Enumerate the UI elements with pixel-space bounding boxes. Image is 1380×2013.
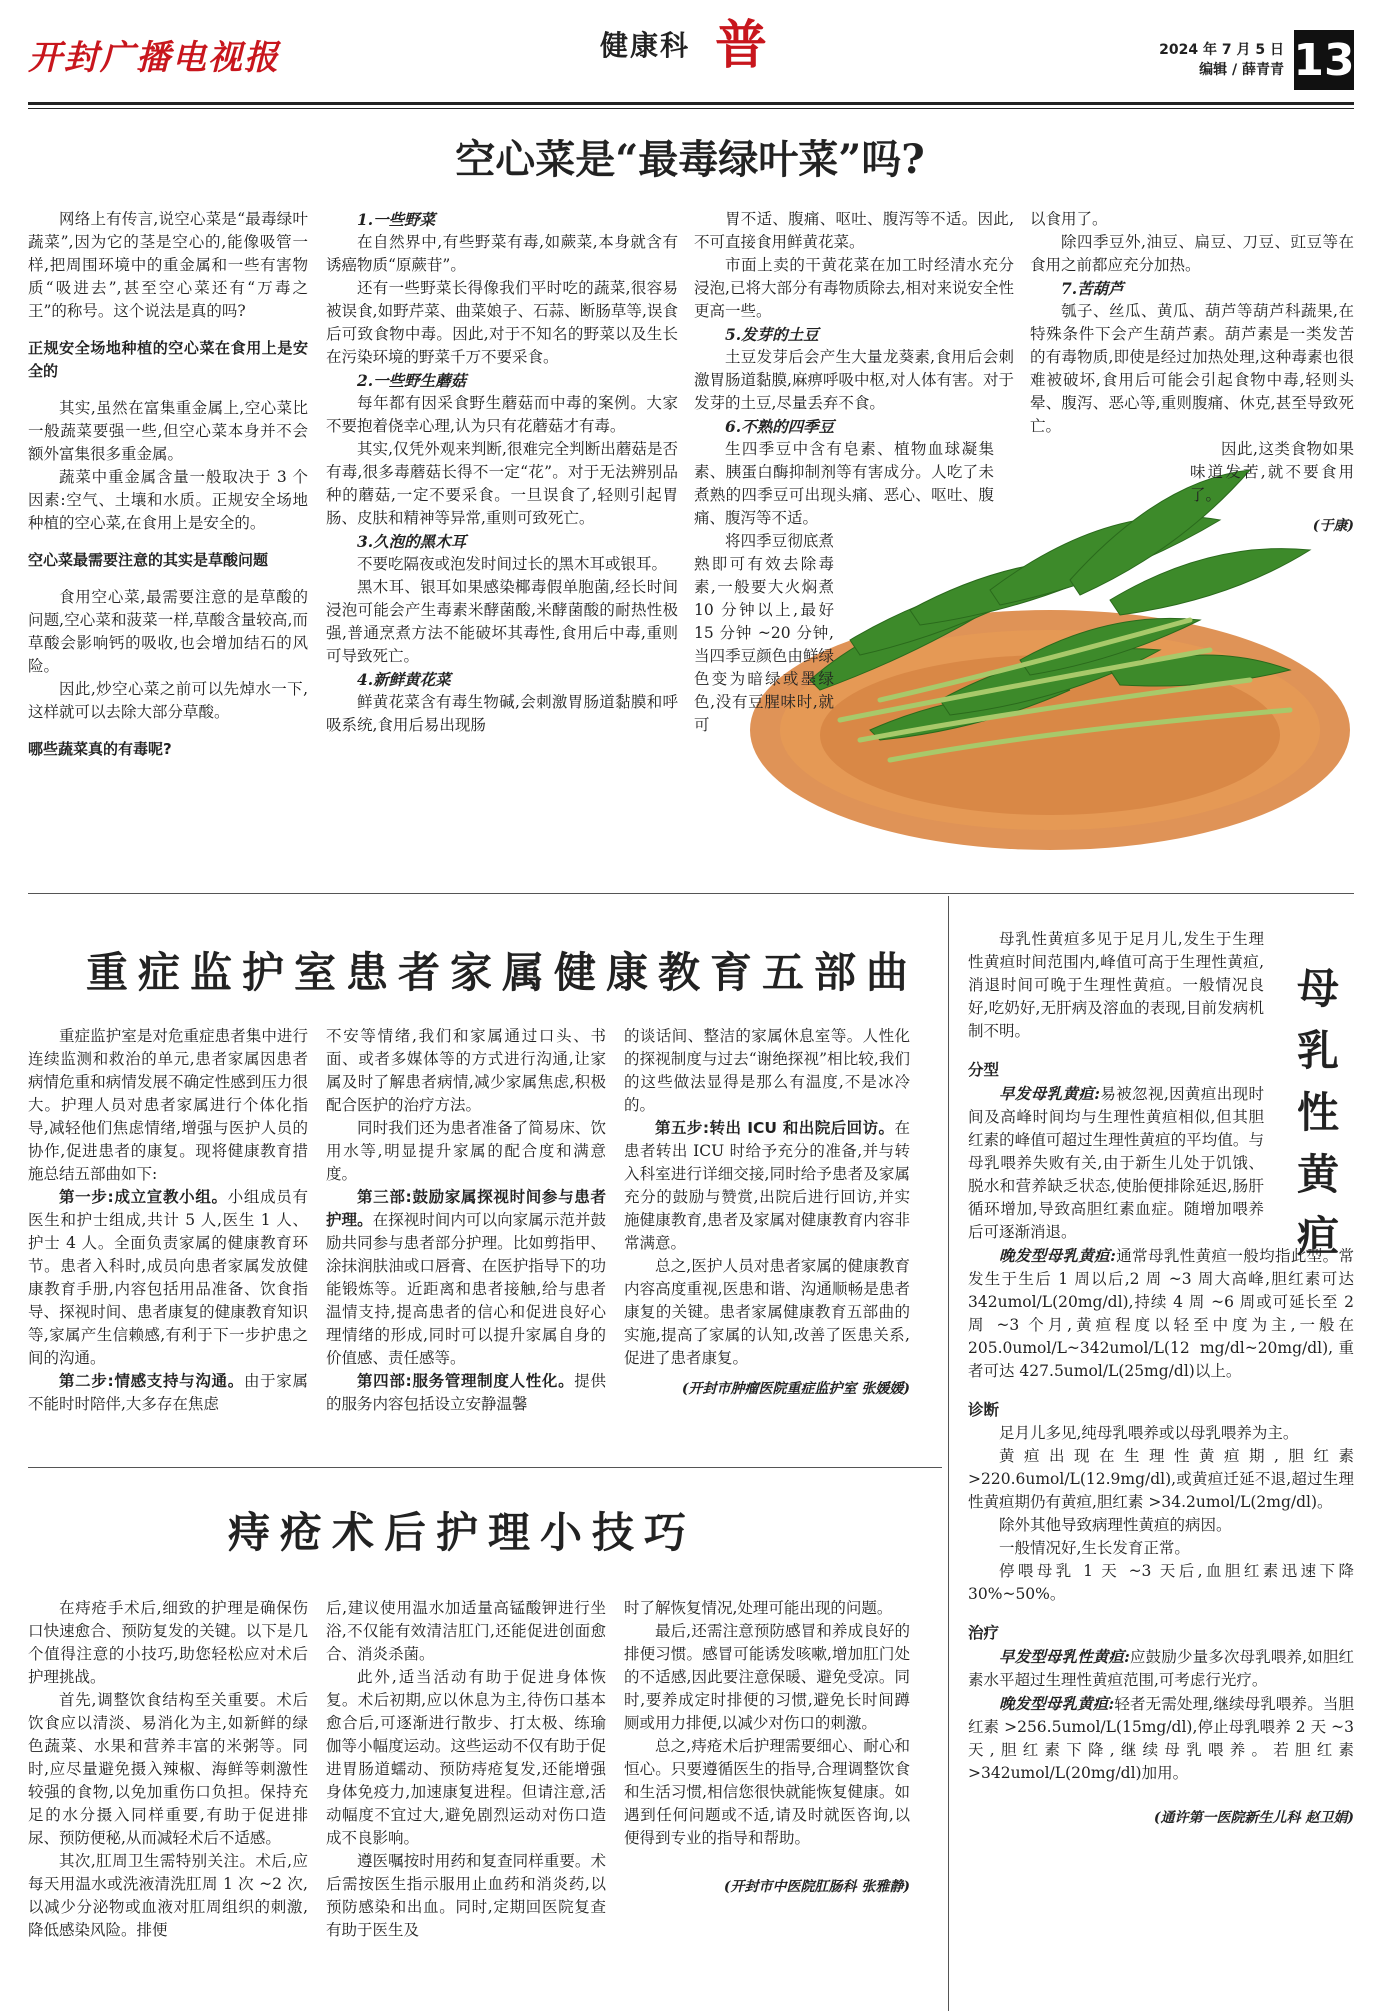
paragraph: 胃不适、腹痛、呕吐、腹泻等不适。因此,不可直接食用鲜黄花菜。 [694,210,1014,251]
paragraph: 同时我们还为患者准备了简易床、饮用水等,明显提升家属的配合度和满意度。 [326,1119,606,1183]
paragraph: 停喂母乳 1 天 ~3 天后,血胆红素迅速下降 30%~50%。 [968,1562,1354,1603]
article-3-column-1 [28,1597,308,1942]
paragraph: 首先,调整饮食结构至关重要。术后饮食应以清淡、易消化为主,如新鲜的绿色蔬菜、水果和营养丰富的米粥等。同时,应尽量避免摄入辣椒、海鲜等刺激性较强的食物,以免加重伤口负担。保持充足的水分摄入同样重要,有助于促进排尿、预防便秘,从而减轻术后不适感。 [28,1691,308,1847]
section-name: 健康科 [600,29,691,62]
paragraph: 土豆发芽后会产生大量龙葵素,食用后会刺激胃肠道黏膜,麻痹呼吸中枢,对人体有害。对于发芽的土豆,尽量丢弃不食。 [694,348,1014,412]
paragraph: 食用空心菜,最需要注意的是草酸的问题,空心菜和菠菜一样,草酸含量较高,而草酸会影响钙的吸收,也会增加结石的风险。 [28,588,308,675]
list-heading: 5.发芽的土豆 [725,325,819,344]
paragraph: 不安等情绪,我们和家属通过口头、书面、或者多媒体等的方式进行沟通,让家属及时了解患者病情,减少家属焦虑,积极配合医护的治疗方法。 [326,1027,606,1114]
article-4-title: 母乳性黄疸 [1296,964,1339,1261]
list-heading: 6.不熟的四季豆 [725,417,835,436]
article-1-column-4 [1030,208,1354,538]
paragraph: 每年都有因采食野生蘑菇而中毒的案例。大家不要抱着侥幸心理,认为只有花蘑菇才有毒。 [326,394,678,435]
issue-info [1159,40,1284,81]
page-number: 13 [1294,30,1354,90]
paragraph: 黑木耳、银耳如果感染椰毒假单胞菌,经长时间浸泡可能会产生毒素米酵菌酸,米酵菌酸的耐热性极强,普通烹煮方法不能破坏其毒性,食用后中毒,重则可导致死亡。 [326,578,678,665]
type-label: 早发母乳黄疸: [999,1084,1100,1103]
list-heading: 4.新鲜黄花菜 [357,670,451,689]
header-rule-thin [28,108,1354,109]
section-name-emphasis: 普 [715,15,768,76]
subheading: 诊断 [968,1401,1000,1419]
paragraph [968,1244,1354,1383]
paragraph: 因此,这类食物如果味道发苦,就不要食用了。 [1190,440,1354,504]
section-divider [28,1467,942,1468]
type-label: 晚发型母乳黄疸: [999,1246,1116,1265]
paragraph [968,1645,1354,1692]
paragraph: 一般情况好,生长发育正常。 [999,1539,1190,1557]
list-heading: 1.一些野菜 [357,210,436,229]
subheading: 空心菜最需要注意的其实是草酸问题 [28,551,269,569]
paragraph: 其次,肛周卫生需特别关注。术后,应每天用温水或洗液清洗肛周 1 次 ~2 次,以减少分泌物或血液对肛周组织的刺激,降低感染风险。排便 [28,1852,308,1939]
paragraph [968,1082,1264,1244]
type-text: 易被忽视,因黄疸出现时间及高峰时间均与生理性黄疸相似,但其胆红素的峰值可超过生理性黄疸的平均值。与母乳喂养失败有关,由于新生儿处于饥饿、脱水和营养缺乏状态,使胎便排除延迟,肠肝循环增加,导致高胆红素血症。随增加喂养后可逐渐消退。 [968,1085,1264,1241]
article-2-title: 重症监护室患者家属健康教育五部曲 [86,948,919,997]
paragraph: 网络上有传言,说空心菜是“最毒绿叶蔬菜”,因为它的茎是空心的,能像吸管一样,把周围环境中的重金属和一些有害物质“吸进去”,甚至空心菜还有“万毒之王”的称号。这个说法是真的吗? [28,210,308,320]
paragraph: 还有一些野菜长得像我们平时吃的蔬菜,很容易被误食,如野芹菜、曲菜娘子、石蒜、断肠草等,误食后可致食物中毒。因此,对于不知名的野菜以及生长在污染环境的野菜千万不要采食。 [326,279,678,366]
article-4-column [968,928,1354,1830]
paragraph: 生四季豆中含有皂素、植物血球凝集素、胰蛋白酶抑制剂等有害成分。人吃了未煮熟的四季豆可出现头痛、恶心、呕吐、腹痛、腹泻等不适。 [694,440,994,527]
paragraph: 最后,还需注意预防感冒和养成良好的排便习惯。感冒可能诱发咳嗽,增加肛门处的不适感,因此要注意保暖、避免受凉。同时,要养成定时排便的习惯,避免长时间蹲厕或用力排便,以减少对伤口的刺激。 [624,1622,910,1732]
paragraph [624,1117,910,1255]
article-1-column-2 [326,208,678,737]
article-3-title: 痔疮术后护理小技巧 [228,1508,697,1557]
paragraph: 此外,适当活动有助于促进身体恢复。术后初期,应以休息为主,待伤口基本愈合后,可逐渐进行散步、打太极、练瑜伽等小幅度运动。这些运动不仅有助于促进胃肠道蠕动、预防痔疮复发,还能增强身体免疫力,加速康复进程。但请注意,活动幅度不宜过大,避免剧烈运动对伤口造成不良影响。 [326,1668,606,1847]
paragraph: 其实,仅凭外观来判断,很难完全判断出蘑菇是否有毒,很多毒蘑菇长得不一定“花”。对于无法辨别品种的蘑菇,一定不要采食。一旦误食了,轻则引起胃肠、皮肤和精神等异常,重则可致死亡。 [326,440,678,527]
paragraph: 将四季豆彻底煮熟即可有效去除毒素,一般要大火焖煮 10 分钟以上,最好 15 分钟 ~20 分钟,当四季豆颜色由鲜绿色变为暗绿或墨绿色,没有豆腥味时,就可 [694,532,834,734]
article-3-column-3 [624,1597,910,1899]
paragraph: 时了解恢复情况,处理可能出现的问题。 [624,1599,893,1617]
newspaper-logo: 开封广播电视报 [28,38,280,78]
article-2-column-1 [28,1025,308,1416]
paragraph: 在痔疮手术后,细致的护理是确保伤口快速愈合、预防复发的关键。以下是几个值得注意的小技巧,助您轻松应对术后护理挑战。 [28,1599,308,1686]
article-1-column-1 [28,208,308,775]
step-text: 在探视时间内可以向家属示范并鼓励共同参与患者部分护理。比如剪指甲、涂抹润肤油或口唇膏、在医护指导下的功能锻炼等。近距离和患者接触,给与患者温情支持,提高患者的信心和促进良好心理情绪的形成,同时可以提升家属自身的价值感、责任感等。 [326,1211,606,1367]
paragraph: 后,建议使用温水加适量高锰酸钾进行坐浴,不仅能有效清洁肛门,还能促进创面愈合、消炎杀菌。 [326,1599,606,1663]
paragraph: 以食用了。 [1030,210,1108,228]
paragraph: 重症监护室是对危重症患者集中进行连续监测和救治的单元,患者家属因患者病情危重和病情发展不确定性感到压力很大。护理人员对患者家属进行个体化指导,减轻他们焦虑情绪,增强与医护人员的协作,促进患者的康复。现将健康教育措施总结五部曲如下: [28,1027,308,1183]
byline: (通许第一医院新生儿科 赵卫娟) [1153,1810,1354,1826]
paragraph: 的谈话间、整洁的家属休息室等。人性化的探视制度与过去“谢绝探视”相比较,我们的这些做法显得是那么有温度,不是冰冷的。 [624,1027,910,1114]
article-1-column-3 [694,208,1014,737]
treatment-label: 早发型母乳性黄疸: [999,1647,1130,1666]
paragraph: 母乳性黄疸多见于足月儿,发生于生理性黄疸时间范围内,峰值可高于生理性黄疸,消退时间可晚于生理性黄疸。一般情况良好,吃奶好,无肝病及溶血的表现,目前发病机制不明。 [968,930,1264,1040]
step-label: 第四部:服务管理制度人性化。 [357,1372,575,1390]
paragraph: 因此,炒空心菜之前可以先焯水一下,这样就可以去除大部分草酸。 [28,680,308,721]
paragraph: 除四季豆外,油豆、扁豆、刀豆、豇豆等在食用之前都应充分加热。 [1030,233,1354,274]
byline: (开封市中医院肛肠科 张雅静) [723,1879,910,1895]
step-label: 第二步:情感支持与沟通。 [59,1372,244,1390]
editor-credit: 编辑 / 薛青青 [1199,62,1284,79]
step-text: 小组成员有医生和护士组成,共计 5 人,医生 1 人、护士 4 人。全面负责家属的健康教育环节。患者入科时,成员向患者家属发放健康教育手册,内容包括用品准备、饮食指导、探视时间、患者康复的健康教育知识等,家属产生信赖感,有利于下一步护患之间的沟通。 [28,1188,308,1367]
article-1-title: 空心菜是“最毒绿叶菜”吗? [455,136,925,183]
paragraph: 瓠子、丝瓜、黄瓜、葫芦等葫芦科蔬果,在特殊条件下会产生葫芦素。葫芦素是一类发苦的有毒物质,即使是经过加热处理,这种毒素也很难被破坏,食用后可能会引起食物中毒,轻则头晕、腹泻、恶心等,重则腹痛、休克,甚至导致死亡。 [1030,302,1354,435]
type-text: 通常母乳性黄疸一般均指此型。常发生于生后 1 周以后,2 周 ~3 周大高峰,胆红素可达 342umol/L(20mg/dl),持续 4 周 ~6 周或可延长至 2 周 ~3 个月,黄疸程度以轻至中度为主,一般在 205.0umol/L~342umol/L(12 mg/dl~20mg/dl),重者可达 427.5umol/L(25mg/dl)以上。 [968,1247,1354,1380]
paragraph: 其实,虽然在富集重金属上,空心菜比一般蔬菜要强一些,但空心菜本身并不会额外富集很多重金属。 [28,399,308,463]
paragraph: 总之,医护人员对患者家属的健康教育内容高度重视,医患和谐、沟通顺畅是患者康复的关键。患者家属健康教育五部曲的实施,提高了家属的认知,改善了医患关系,促进了患者康复。 [624,1257,910,1367]
subheading: 分型 [968,1061,1000,1079]
step-text: 由于家属不能时时陪伴,大多存在焦虑 [28,1372,308,1413]
step-label: 第五步:转出 ICU 和出院后回访。 [655,1119,895,1137]
paragraph: 鲜黄花菜含有毒生物碱,会刺激胃肠道黏膜和呼吸系统,食用后易出现肠 [326,693,678,734]
paragraph: 遵医嘱按时用药和复查同样重要。术后需按医生指示服用止血药和消炎药,以预防感染和出血。同时,定期回医院复查有助于医生及 [326,1852,606,1939]
paragraph [326,1186,606,1370]
list-heading: 2.一些野生蘑菇 [357,371,467,390]
paragraph [326,1370,606,1416]
step-text: 提供的服务内容包括设立安静温馨 [326,1372,606,1413]
article-2-column-2 [326,1025,606,1416]
list-heading: 3.久泡的黑木耳 [357,532,467,551]
subheading: 正规安全场地种植的空心菜在食用上是安全的 [28,339,308,380]
treatment-label: 晚发型母乳黄疸: [999,1694,1115,1713]
paragraph: 在自然界中,有些野菜有毒,如蕨菜,本身就含有诱癌物质“原蕨苷”。 [326,233,678,274]
article-2-column-3 [624,1025,910,1401]
step-label: 第三部:鼓励家属探视时间参与患者护理。 [326,1188,606,1229]
subheading: 治疗 [968,1624,1000,1642]
paragraph [28,1370,308,1416]
column-divider [948,896,949,2011]
issue-date: 2024 年 7 月 5 日 [1159,42,1284,58]
treatment-text: 应鼓励少量多次母乳喂养,如胆红素水平超过生理性黄疸范围,可考虑行光疗。 [968,1648,1354,1689]
article-3-column-2 [326,1597,606,1942]
step-text: 在患者转出 ICU 时给予充分的准备,并与转入科室进行详细交接,同时给予患者及家属充分的鼓励与赞赏,出院后进行回访,并实施健康教育,患者及家属对健康教育内容非常满意。 [624,1119,910,1252]
paragraph: 市面上卖的干黄花菜在加工时经清水充分浸泡,已将大部分有毒物质除去,相对来说安全性更高一些。 [694,256,1014,320]
subheading: 哪些蔬菜真的有毒呢? [28,740,172,758]
byline: (开封市肿瘤医院重症监护室 张媛媛) [681,1381,910,1397]
treatment-text: 轻者无需处理,继续母乳喂养。当胆红素 >256.5umol/L(15mg/dl),停止母乳喂养 2 天 ~3 天,胆红素下降,继续母乳喂养。若胆红素 >342umol/L(20mg/dl)加用。 [968,1695,1354,1782]
step-label: 第一步:成立宣教小组。 [59,1188,228,1206]
paragraph: 不要吃隔夜或泡发时间过长的黑木耳或银耳。 [357,555,668,573]
paragraph: 总之,痔疮术后护理需要细心、耐心和恒心。只要遵循医生的指导,合理调整饮食和生活习惯,相信您很快就能恢复健康。如遇到任何问题或不适,请及时就医咨询,以便得到专业的指导和帮助。 [624,1737,910,1847]
paragraph [968,1692,1354,1785]
paragraph: 足月儿多见,纯母乳喂养或以母乳喂养为主。 [999,1424,1299,1442]
paragraph: 蔬菜中重金属含量一般取决于 3 个因素:空气、土壤和水质。正规安全场地种植的空心菜,在食用上是安全的。 [28,468,308,532]
section-divider [28,893,1354,894]
header-rule [28,102,1354,105]
byline: (于康) [1312,518,1354,534]
paragraph: 除外其他导致病理性黄疸的病因。 [999,1516,1232,1534]
list-heading: 7.苦葫芦 [1061,279,1124,298]
paragraph [28,1186,308,1370]
paragraph: 黄疸出现在生理性黄疸期,胆红素 >220.6umol/L(12.9mg/dl),或黄疸迁延不退,超过生理性黄疸期仍有黄疸,胆红素 >34.2umol/L(2mg/dl)。 [968,1447,1354,1511]
